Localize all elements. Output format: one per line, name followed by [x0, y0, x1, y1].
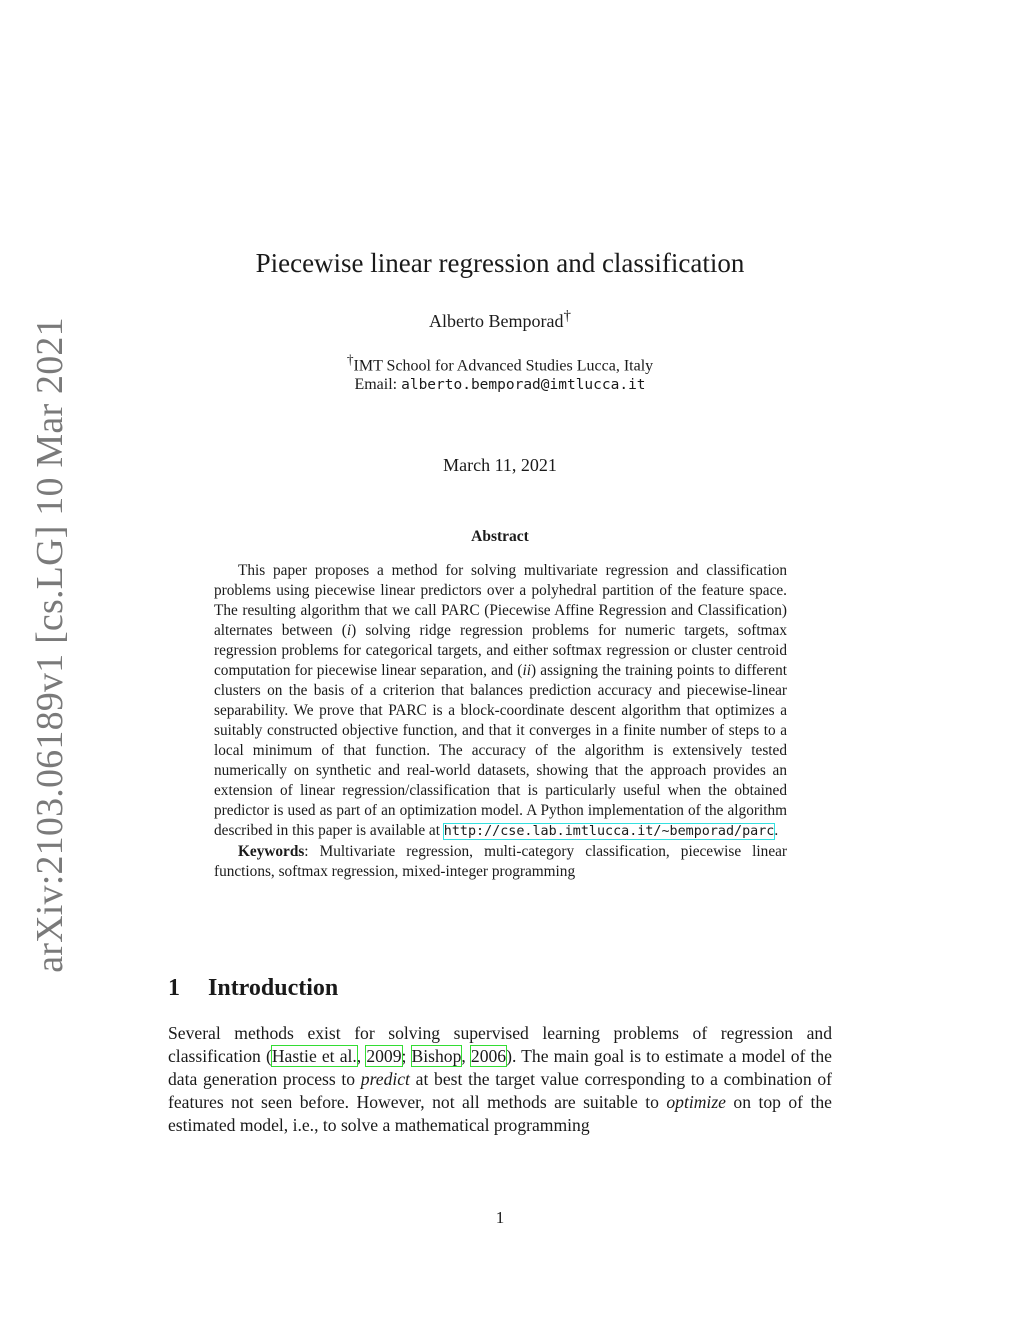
enum-i: i — [346, 622, 352, 639]
affiliation-line — [0, 352, 1000, 375]
author-mark: † — [563, 308, 571, 324]
page-number: 1 — [495, 1208, 505, 1227]
keywords-text: : Multivariate regression, multi-category classification, piecewise linear functions, softmax regression, mixed-integer programming — [214, 843, 787, 880]
section-number: 1 — [168, 975, 180, 1001]
author-name: Alberto Bemporad — [429, 311, 564, 331]
enum-ii: ii — [522, 662, 531, 679]
arxiv-side-stamp: arXiv:2103.06189v1 [cs.LG] 10 Mar 2021 — [29, 317, 71, 973]
author-line — [0, 308, 1000, 332]
keywords-paragraph — [214, 842, 787, 882]
citation-hastie[interactable]: Hastie et al. — [271, 1046, 357, 1066]
email-address[interactable]: alberto.bemporad@imtlucca.it — [401, 377, 646, 393]
citation-bishop-year[interactable]: 2006 — [470, 1046, 507, 1066]
email-line — [0, 376, 1000, 394]
abstract-body — [214, 561, 787, 882]
section-title: Introduction — [208, 975, 339, 1001]
abstract-heading: Abstract — [471, 528, 529, 545]
intro-paragraph: Several methods exist for solving supervised learning problems of regression and classification (Hastie et al., 2009; Bishop, 2006). The main goal is to estimate a model of the data generation process to predict at best the target value corresponding to a combination of features not seen before. However, not all methods are suitable to optimize on top of the estimated model, i.e., to solve a mathematical programming — [168, 1023, 832, 1135]
affiliation-mark: † — [346, 352, 354, 367]
intro-body — [168, 1022, 832, 1137]
citation-bishop[interactable]: Bishop — [411, 1046, 462, 1066]
paper-date: March 11, 2021 — [443, 455, 557, 475]
citation-hastie-year[interactable]: 2009 — [366, 1046, 402, 1066]
email-label: Email: — [354, 376, 402, 393]
paper-title: Piecewise linear regression and classification — [255, 248, 745, 278]
affiliation: IMT School for Advanced Studies Lucca, Italy — [353, 357, 654, 375]
keywords-label: Keywords — [238, 843, 305, 860]
abstract-paragraph: This paper proposes a method for solving multivariate regression and classification problems using piecewise linear predictors over a polyhedral partition of the feature space. The resulting algorithm that we call PARC (Piecewise Affine Regression and Classification) alternates between (i) solving ridge regression problems for numeric targets, softmax regression problems for categorical targets, and either softmax regression or cluster centroid computation for piecewise linear separation, and (ii) assigning the training points to different clusters on the basis of a criterion that balances prediction accuracy and piecewise-linear separability. We prove that PARC is a block-coordinate descent algorithm that optimizes a suitably constructed objective function, and that it converges in a finite number of steps to a local minimum of that function. The accuracy of the algorithm is extensively tested numerically on synthetic and real-world datasets, showing that the approach provides an extension of linear regression/classification that is particularly useful when the obtained predictor is used as part of an optimization model. A Python implementation of the algorithm described in this paper is available at http://cse.lab.imtlucca.it/~bemporad/parc. — [214, 562, 787, 839]
code-url-link[interactable]: http://cse.lab.imtlucca.it/~bemporad/parc — [443, 824, 775, 839]
emphasis-optimize: optimize — [666, 1092, 726, 1112]
emphasis-predict: predict — [360, 1069, 410, 1089]
section-heading — [168, 975, 338, 1002]
